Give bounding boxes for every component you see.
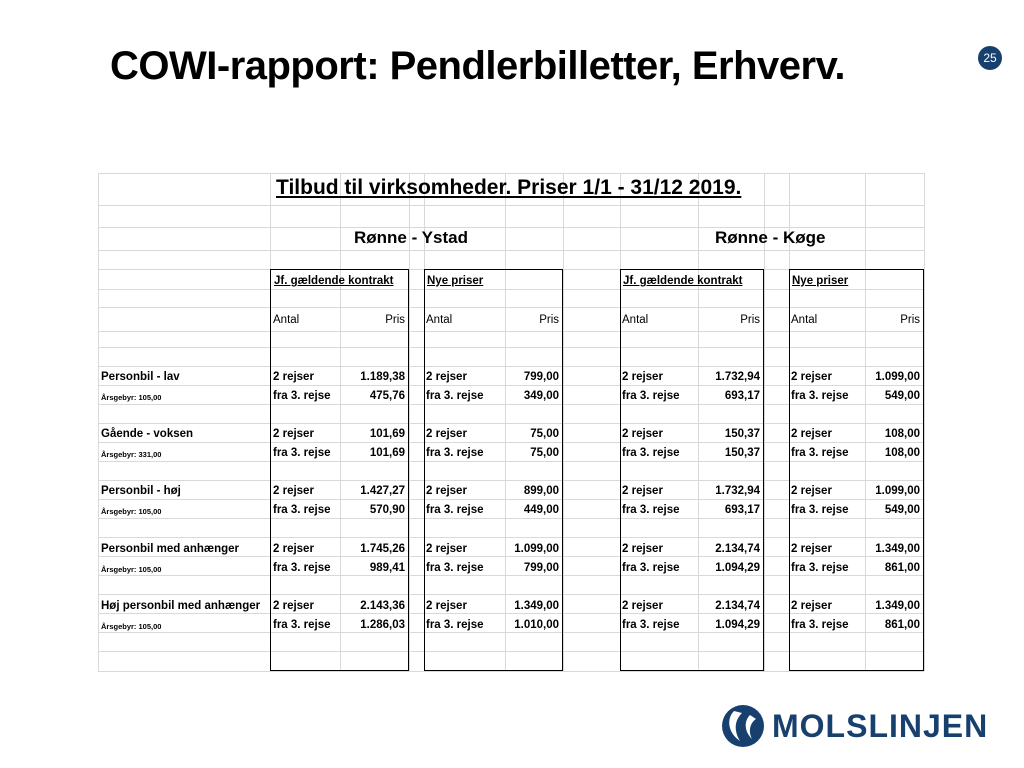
trip-count: fra 3. rejse xyxy=(622,562,680,574)
price-value: 570,90 xyxy=(369,504,405,516)
group-header: Nye priser xyxy=(427,275,484,287)
slide-number-badge: 25 xyxy=(978,46,1002,70)
price-value: 1.732,94 xyxy=(715,485,760,497)
price-value: 1.099,00 xyxy=(875,371,920,383)
column-header-antal: Antal xyxy=(426,314,453,326)
price-value: 150,37 xyxy=(724,447,760,459)
price-value: 861,00 xyxy=(884,562,920,574)
trip-count: 2 rejser xyxy=(273,600,314,612)
price-value: 101,69 xyxy=(369,447,405,459)
price-value: 2.134,74 xyxy=(715,600,760,612)
price-value: 1.010,00 xyxy=(514,619,559,631)
trip-count: fra 3. rejse xyxy=(622,504,680,516)
price-value: 1.349,00 xyxy=(875,600,920,612)
price-value: 1.349,00 xyxy=(514,600,559,612)
trip-count: fra 3. rejse xyxy=(273,504,331,516)
grid-line xyxy=(924,173,925,671)
price-value: 108,00 xyxy=(884,447,920,459)
group-header: Nye priser xyxy=(792,275,849,287)
trip-count: fra 3. rejse xyxy=(426,562,484,574)
price-value: 2.134,74 xyxy=(715,543,760,555)
trip-count: 2 rejser xyxy=(426,428,467,440)
molslinjen-logo-text: MOLSLINJEN xyxy=(772,708,989,744)
price-value: 1.349,00 xyxy=(875,543,920,555)
trip-count: 2 rejser xyxy=(791,543,832,555)
trip-count: fra 3. rejse xyxy=(273,447,331,459)
trip-count: fra 3. rejse xyxy=(791,619,849,631)
price-value: 475,76 xyxy=(369,390,405,402)
row-label: Personbil - lav xyxy=(101,371,180,383)
trip-count: 2 rejser xyxy=(622,371,663,383)
trip-count: 2 rejser xyxy=(622,428,663,440)
trip-count: fra 3. rejse xyxy=(273,619,331,631)
price-value: 1.189,38 xyxy=(360,371,405,383)
column-header-pris: Pris xyxy=(385,314,405,326)
trip-count: 2 rejser xyxy=(622,543,663,555)
column-header-antal: Antal xyxy=(273,314,300,326)
price-value: 108,00 xyxy=(884,428,920,440)
trip-count: fra 3. rejse xyxy=(426,447,484,459)
price-value: 449,00 xyxy=(523,504,559,516)
column-header-pris: Pris xyxy=(900,314,920,326)
grid-line xyxy=(98,173,99,671)
column-header-antal: Antal xyxy=(791,314,818,326)
trip-count: 2 rejser xyxy=(622,485,663,497)
price-value: 75,00 xyxy=(530,428,559,440)
column-header-pris: Pris xyxy=(539,314,559,326)
trip-count: 2 rejser xyxy=(426,543,467,555)
trip-count: fra 3. rejse xyxy=(791,504,849,516)
trip-count: 2 rejser xyxy=(791,371,832,383)
price-value: 1.732,94 xyxy=(715,371,760,383)
price-value: 799,00 xyxy=(523,562,559,574)
price-value: 1.427,27 xyxy=(360,485,405,497)
trip-count: 2 rejser xyxy=(426,371,467,383)
trip-count: 2 rejser xyxy=(622,600,663,612)
row-label: Personbil - høj xyxy=(101,485,181,497)
grid-line xyxy=(98,173,924,174)
trip-count: fra 3. rejse xyxy=(622,390,680,402)
molslinjen-logo xyxy=(720,700,989,752)
price-value: 1.099,00 xyxy=(875,485,920,497)
annual-fee: Årsgebyr: 331,00 xyxy=(101,450,162,459)
annual-fee: Årsgebyr: 105,00 xyxy=(101,507,162,516)
trip-count: 2 rejser xyxy=(426,485,467,497)
trip-count: 2 rejser xyxy=(791,428,832,440)
price-value: 549,00 xyxy=(884,504,920,516)
price-value: 1.094,29 xyxy=(715,562,760,574)
trip-count: fra 3. rejse xyxy=(426,619,484,631)
trip-count: 2 rejser xyxy=(426,600,467,612)
trip-count: 2 rejser xyxy=(273,428,314,440)
trip-count: fra 3. rejse xyxy=(791,447,849,459)
slide-title: COWI-rapport: Pendlerbilletter, Erhverv. xyxy=(110,44,845,88)
price-value: 693,17 xyxy=(724,504,760,516)
annual-fee: Årsgebyr: 105,00 xyxy=(101,622,162,631)
row-label: Høj personbil med anhænger xyxy=(101,600,261,612)
trip-count: fra 3. rejse xyxy=(273,390,331,402)
grid-line xyxy=(98,671,924,672)
price-value: 899,00 xyxy=(523,485,559,497)
table-title: Tilbud til virksomheder. Priser 1/1 - 31/12 2019. xyxy=(276,176,742,199)
price-value: 349,00 xyxy=(523,390,559,402)
trip-count: 2 rejser xyxy=(791,485,832,497)
group-header: Jf. gældende kontrakt xyxy=(623,275,743,287)
price-value: 693,17 xyxy=(724,390,760,402)
trip-count: fra 3. rejse xyxy=(426,504,484,516)
trip-count: fra 3. rejse xyxy=(273,562,331,574)
price-value: 1.286,03 xyxy=(360,619,405,631)
route-ronne-ystad: Rønne - Ystad xyxy=(354,228,468,247)
price-value: 1.094,29 xyxy=(715,619,760,631)
column-header-pris: Pris xyxy=(740,314,760,326)
trip-count: 2 rejser xyxy=(273,543,314,555)
route-ronne-koge: Rønne - Køge xyxy=(715,228,826,247)
price-value: 799,00 xyxy=(523,371,559,383)
price-value: 1.745,26 xyxy=(360,543,405,555)
grid-line xyxy=(98,205,924,206)
trip-count: fra 3. rejse xyxy=(622,447,680,459)
row-label: Gående - voksen xyxy=(101,428,194,440)
row-label: Personbil med anhænger xyxy=(101,543,240,555)
grid-line xyxy=(563,173,564,671)
price-value: 150,37 xyxy=(724,428,760,440)
price-value: 2.143,36 xyxy=(360,600,405,612)
price-value: 549,00 xyxy=(884,390,920,402)
trip-count: fra 3. rejse xyxy=(622,619,680,631)
column-header-antal: Antal xyxy=(622,314,649,326)
price-value: 989,41 xyxy=(369,562,405,574)
price-value: 1.099,00 xyxy=(514,543,559,555)
annual-fee: Årsgebyr: 105,00 xyxy=(101,393,162,402)
annual-fee: Årsgebyr: 105,00 xyxy=(101,565,162,574)
price-value: 861,00 xyxy=(884,619,920,631)
molslinjen-logo-icon xyxy=(720,703,766,749)
trip-count: 2 rejser xyxy=(791,600,832,612)
group-header: Jf. gældende kontrakt xyxy=(274,275,394,287)
trip-count: 2 rejser xyxy=(273,371,314,383)
price-value: 101,69 xyxy=(369,428,405,440)
trip-count: 2 rejser xyxy=(273,485,314,497)
price-value: 75,00 xyxy=(530,447,559,459)
trip-count: fra 3. rejse xyxy=(791,390,849,402)
trip-count: fra 3. rejse xyxy=(791,562,849,574)
grid-line xyxy=(98,250,924,251)
trip-count: fra 3. rejse xyxy=(426,390,484,402)
